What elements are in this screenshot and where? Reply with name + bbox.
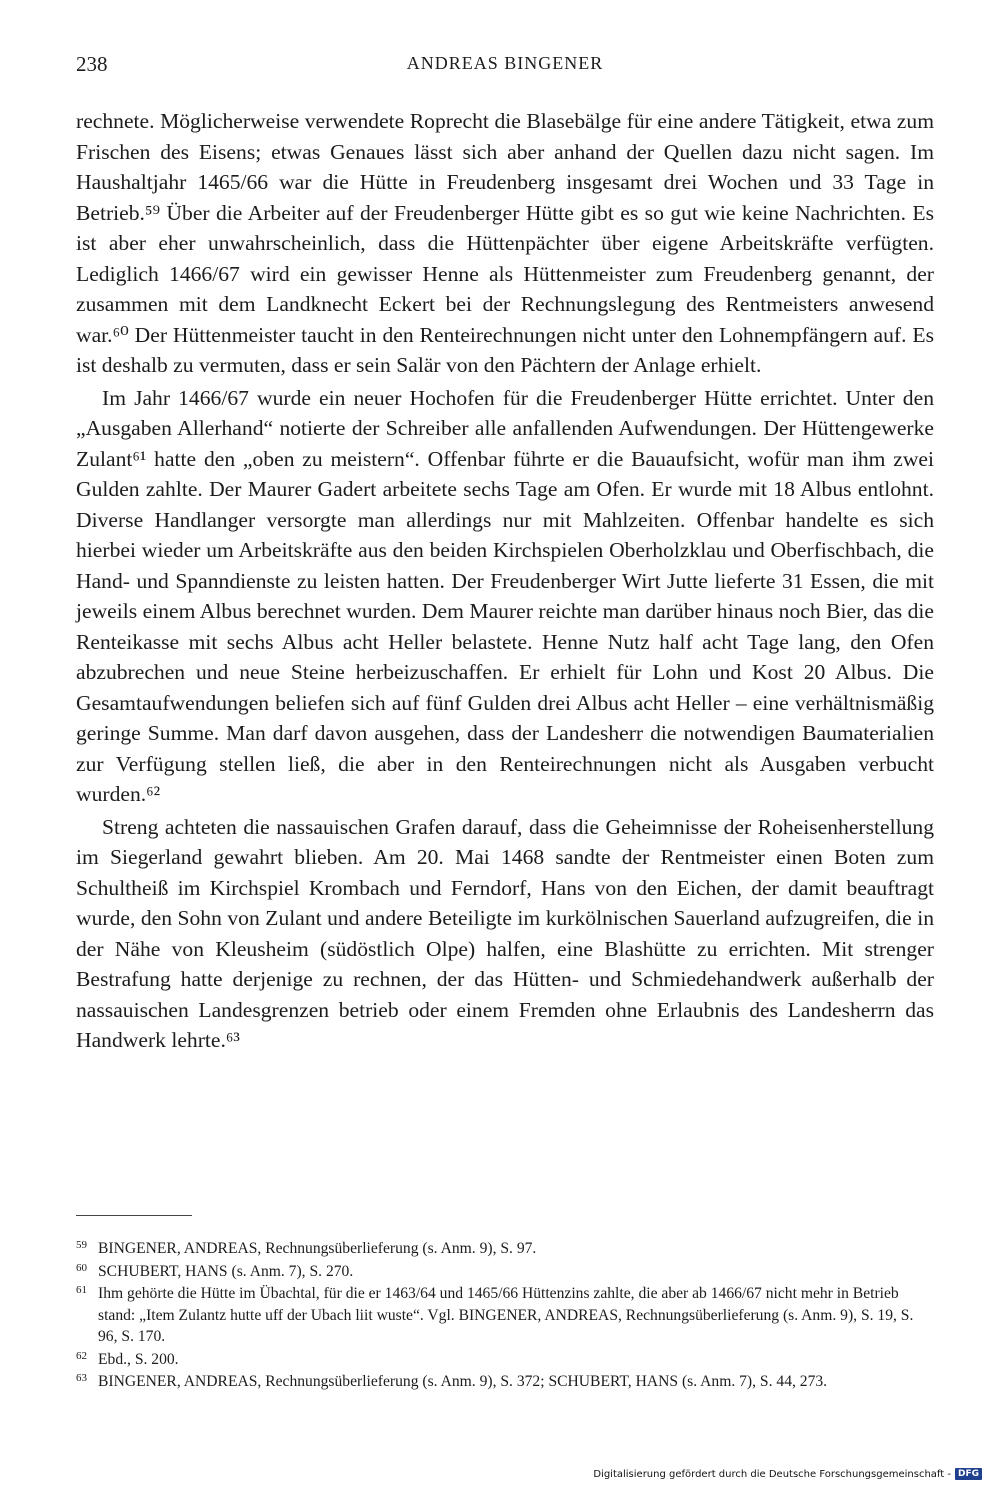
- funding-text: Digitalisierung gefördert durch die Deutsche Forschungsgemeinschaft -: [593, 1468, 951, 1480]
- footnote-61: [76, 1283, 934, 1348]
- footnote-number: 59: [76, 1239, 87, 1251]
- paragraph-2: Im Jahr 1466/67 wurde ein neuer Hochofen für die Freudenberger Hütte errichtet. Unter den „Ausgaben Allerhand“ notierte der Schreiber alle anfallenden Aufwendungen. Der Hüttengewerke Zulant⁶¹ hatte den „oben zu meistern“. Offenbar führte er die Bauaufsicht, wofür man ihm zwei Gulden zahlte. Der Maurer Gadert arbeitete sechs Tage am Ofen. Er wurde mit 18 Albus entlohnt. Diverse Handlanger versorgte man allerdings nur mit Mahlzeiten. Offenbar handelte es sich hierbei wieder um Arbeitskräfte aus den beiden Kirchspielen Oberholzklau und Oberfischbach, die Hand- und Spanndienste zu leisten hatten. Der Freudenberger Wirt Jutte lieferte 31 Essen, die mit jeweils einem Albus berechnet wurden. Dem Maurer reichte man darüber hinaus noch Bier, das die Renteikasse mit sechs Albus acht Heller belastete. Henne Nutz half acht Tage lang, den Ofen abzubrechen und neue Steine herbeizuschaffen. Er erhielt für Lohn und Kost 20 Albus. Die Gesamtaufwendungen beliefen sich auf fünf Gulden drei Albus acht Heller – eine verhältnismäßig geringe Summe. Man darf davon ausgehen, dass der Landesherr die notwendigen Baumaterialien zur Verfügung stellen ließ, die aber in den Renteirechnungen nicht als Ausgaben verbucht wurden.⁶²: [76, 385, 934, 806]
- footnotes: [76, 1238, 934, 1394]
- footnote-text: SCHUBERT, HANS (s. Anm. 7), S. 270.: [98, 1262, 354, 1280]
- footnote-62: [76, 1349, 934, 1371]
- footnote-59: [76, 1238, 934, 1260]
- footnote-63: [76, 1371, 934, 1393]
- footnote-text: BINGENER, ANDREAS, Rechnungsüberlieferung (s. Anm. 9), S. 97.: [98, 1240, 537, 1257]
- footnote-number: 62: [76, 1349, 87, 1362]
- paragraph-3: Streng achteten die nassauischen Grafen darauf, dass die Geheimnisse der Roheisenherstellung im Siegerland gewahrt blieben. Am 20. Mai 1468 sandte der Rentmeister einen Boten zum Schultheiß im Kirchspiel Krombach und Ferndorf, Hans von den Eichen, der damit beauftragt wurde, den Sohn von Zulant und andere Beteiligte im kurkölnischen Sauerland aufzugreifen, die in der Nähe von Kleusheim (südöstlich Olpe) halfen, eine Blashütte zu errichten. Mit strenger Bestrafung hatte derjenige zu rechnen, der das Hütten- und Schmiedehandwerk außerhalb der nassauischen Landesgrenzen betrieb oder einem Fremden ohne Erlaubnis des Landesherrn das Handwerk lehrte.⁶³: [76, 814, 934, 1052]
- funding-banner: [593, 1466, 982, 1482]
- footnote-number: 63: [76, 1372, 87, 1384]
- footnote-number: 60: [76, 1261, 87, 1274]
- page-number: 238: [76, 52, 108, 76]
- page-header: [76, 52, 934, 84]
- body-text: [76, 106, 934, 1056]
- dfg-logo: DFG: [955, 1468, 982, 1480]
- footnote-60: [76, 1261, 934, 1283]
- footnote-divider: [76, 1215, 192, 1216]
- running-head: ANDREAS BINGENER: [406, 53, 604, 73]
- paragraph-1: rechnete. Möglicherweise verwendete Roprecht die Blasebälge für eine andere Tätigkeit, etwa zum Frischen des Eisens; etwas Genaues lässt sich aber anhand der Quellen dazu nicht sagen. Im Haushaltjahr 1465/66 war die Hütte in Freudenberg insgesamt drei Wochen und 33 Tage in Betrieb.⁵⁹ Über die Arbeiter auf der Freudenberger Hütte gibt es so gut wie keine Nachrichten. Es ist aber eher unwahrscheinlich, dass die Hüttenpächter über eigene Arbeitskräfte verfügten. Lediglich 1466/67 wird ein gewisser Henne als Hüttenmeister zum Freudenberg genannt, der zusammen mit dem Landknecht Eckert bei der Rechnungslegung des Rentmeisters anwesend war.⁶⁰ Der Hüttenmeister taucht in den Renteirechnungen nicht unter den Lohnempfängern auf. Es ist deshalb zu vermuten, dass er sein Salär von den Pächtern der Anlage erhielt.: [76, 109, 934, 377]
- footnote-number: 61: [76, 1284, 87, 1296]
- footnote-text: BINGENER, ANDREAS, Rechnungsüberlieferung (s. Anm. 9), S. 372; SCHUBERT, HANS (s. Anm. 7), S. 44, 273.: [98, 1373, 828, 1390]
- footnote-text: Ebd., S. 200.: [98, 1350, 179, 1368]
- footnote-text: Ihm gehörte die Hütte im Übachtal, für die er 1463/64 und 1465/66 Hüttenzins zahlte, die aber ab 1466/67 nicht mehr in Betrieb stand: „Item Zulantz hutte uff der Ubach liit wuste“. Vgl. BINGENER, ANDREAS, Rechnungsüberlieferung (s. Anm. 9), S. 19, S. 96, S. 170.: [98, 1285, 914, 1345]
